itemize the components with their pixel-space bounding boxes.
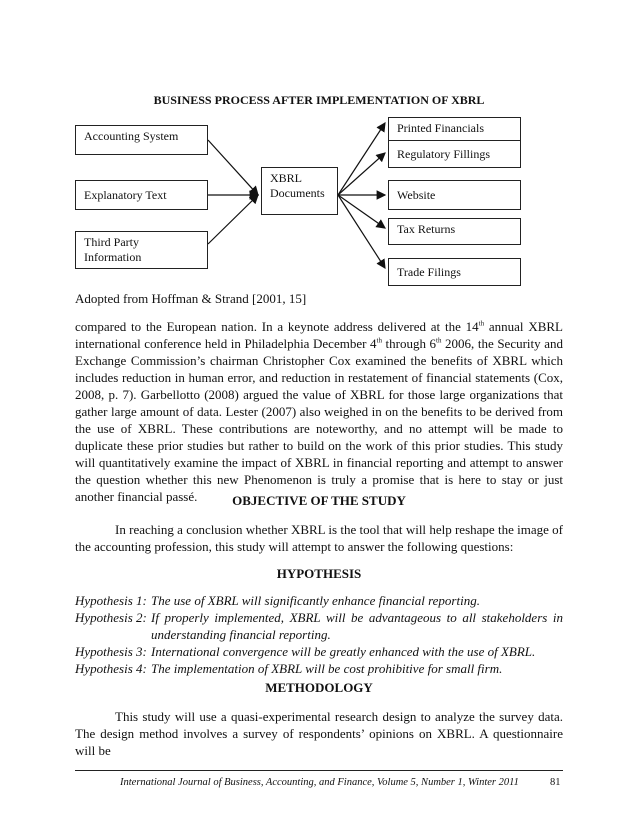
methodology-heading: METHODOLOGY xyxy=(265,680,373,695)
connector-trade xyxy=(338,195,385,268)
hypothesis-item: Hypothesis 4: The implementation of XBRL will be cost prohibitive for small firm. xyxy=(75,661,503,676)
objective-heading: OBJECTIVE OF THE STUDY xyxy=(232,493,406,508)
journal-citation: International Journal of Business, Accounting, and Finance, Volume 5, Number 1, Winter 2011 xyxy=(120,777,519,788)
box-trade-filings: Trade Filings xyxy=(388,258,521,286)
connector-thirdparty xyxy=(208,195,258,244)
connector-tax xyxy=(338,195,385,228)
hypothesis-list xyxy=(75,592,563,677)
box-printed-financials: Printed Financials xyxy=(388,117,521,141)
hypothesis-item: Hypothesis 1: The use of XBRL will significantly enhance financial reporting. xyxy=(75,593,480,608)
objective-paragraph: In reaching a conclusion whether XBRL is the tool that will help reshape the image of the accounting profession, this study will attempt to answer the following questions: xyxy=(75,522,563,554)
diagram-caption: Adopted from Hoffman & Strand [2001, 15] xyxy=(75,291,307,306)
methodology-paragraph: This study will use a quasi-experimental research design to analyze the survey data. The design method involves a survey of respondents’ opinions on XBRL. A questionnaire will be xyxy=(75,709,563,758)
diagram-title: BUSINESS PROCESS AFTER IMPLEMENTATION OF XBRL xyxy=(153,93,485,107)
hypothesis-heading: HYPOTHESIS xyxy=(276,566,362,581)
page-number: 81 xyxy=(550,777,561,788)
box-xbrl-documents: XBRL Documents xyxy=(261,167,338,215)
box-explanatory-text: Explanatory Text xyxy=(75,180,208,210)
box-regulatory-fillings: Regulatory Fillings xyxy=(388,140,521,168)
box-website: Website xyxy=(388,180,521,210)
footer-divider xyxy=(75,770,563,771)
box-tax-returns: Tax Returns xyxy=(388,218,521,245)
box-accounting-system: Accounting System xyxy=(75,125,208,155)
intro-paragraph: compared to the European nation. In a keynote address delivered at the 14th annual XBRL international conference held in Philadelphia December 4th through 6th 2006, the Security and Exchange Commission’s chairman Christopher Cox examined the benefits of XBRL which includes reduction in human error, and reduction in restatement of financial statements (Cox, 2008, p. 7). Garbellotto (2008) argued the value of XBRL for those large organizations that gather large amount of data. Lester (2007) also weighed in on the benefits to be derived from the use of XBRL. These contributions are noteworthy, and no attempt will be made to duplicate these prior studies but rather to build on the work of this prior studies. This study will quantitatively examine the impact of XBRL in financial reporting and attempt to answer the question whether this new Phenomenon is truly a promise that is here to stay or just another financial passé. xyxy=(75,319,563,504)
hypothesis-item: Hypothesis 3: International convergence will be greatly enhanced with the use of XBRL. xyxy=(75,644,536,659)
connector-accounting xyxy=(208,140,258,195)
hypothesis-item: Hypothesis 2: If properly implemented, XBRL will be advantageous to all stakeholders in understanding financial reporting. xyxy=(75,610,563,642)
box-third-party-information: Third Party Information xyxy=(75,231,208,269)
